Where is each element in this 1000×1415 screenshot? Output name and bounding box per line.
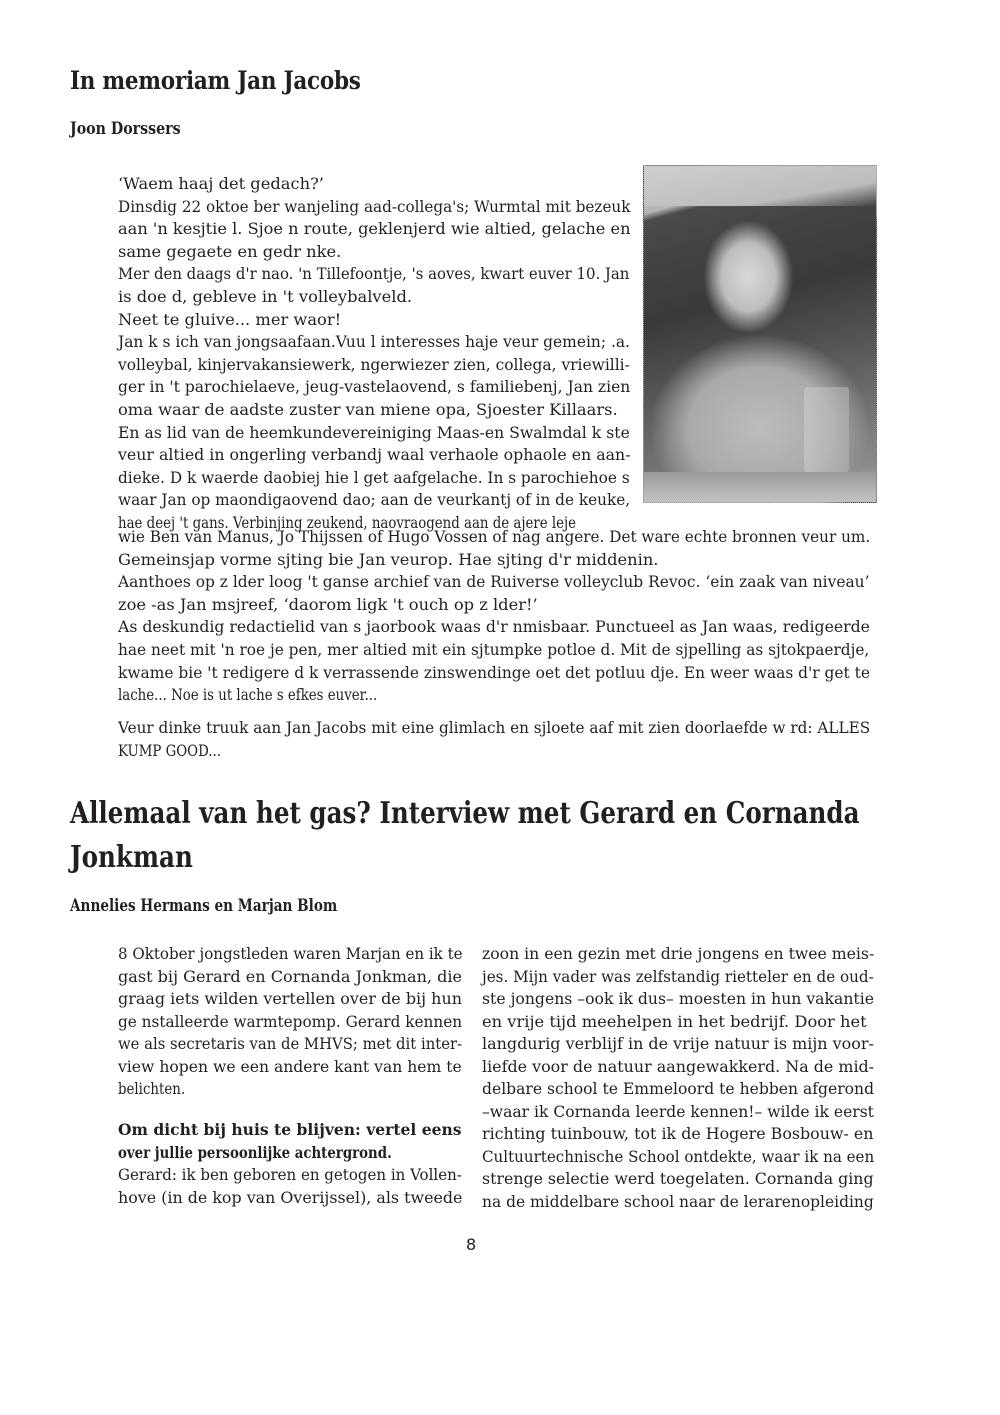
question-line: Om dicht bij huis te blijven: vertel eens bbox=[118, 1120, 462, 1139]
article2-author: Annelies Hermans en Marjan Blom bbox=[70, 896, 338, 916]
body-line: Neet te gluive... mer waor! bbox=[118, 310, 342, 329]
column-line: en vrije tijd meehelpen in het bedrijf. Door het bbox=[482, 1012, 867, 1031]
body-line: volleybal, kinjervakansiewerk, ngerwiezer zien, collega, vriewilli- bbox=[118, 355, 630, 374]
body-line: waar Jan op maondigaovend dao; aan de veurkantj of in de keuke, bbox=[118, 491, 631, 510]
column-line: delbare school te Emmeloord te hebben afgerond bbox=[482, 1080, 875, 1098]
intro-line: ge nstalleerde warmtepomp. Gerard kennen bbox=[118, 1012, 463, 1031]
intro-line: gast bij Gerard en Cornanda Jonkman, die bbox=[118, 967, 463, 986]
body-line: same gegaete en gedr nke. bbox=[118, 242, 342, 261]
body-line: Mer den daags d'r nao. 'n Tillefoontje, 's aoves, kwart euver 10. Jan bbox=[118, 265, 630, 284]
body-line: En as lid van de heemkundevereiniging Maas-en Swalmdal k ste bbox=[118, 423, 630, 442]
body-line: ‘Waem haaj det gedach?’ bbox=[118, 175, 324, 193]
article2-title-line2: Jonkman bbox=[70, 840, 193, 875]
body-line: zoe -as Jan msjreef, ‘daorom ligk 't ouch op z lder!’ bbox=[118, 595, 538, 614]
intro-line: we als secretaris van de MHVS; met dit inter- bbox=[118, 1035, 463, 1053]
intro-line: 8 Oktober jongstleden waren Marjan en ik te bbox=[118, 945, 463, 963]
column-line: –waar ik Cornanda leerde kennen!– wilde ik eerst bbox=[482, 1102, 874, 1121]
body-line: is doe d, gebleve in 't volleybalveld. bbox=[118, 288, 413, 306]
answer-line: hove (in de kop van Overijssel), als tweede bbox=[118, 1188, 463, 1207]
body-line: As deskundig redactielid van s jaorbook waas d'r nmisbaar. Punctueel as Jan waas, redigeerde bbox=[118, 618, 870, 637]
column-line: strenge selectie werd toegelaten. Cornanda ging bbox=[482, 1170, 874, 1188]
body-line: dieke. D k waerde daobiej hie l get aafgelache. In s parochiehoe s bbox=[118, 468, 630, 487]
body-line: ger in 't parochielaeve, jeug-vastelaovend, s familiebenj, Jan zien bbox=[118, 378, 631, 397]
article1-author: Joon Dorssers bbox=[70, 119, 181, 138]
question-line: over jullie persoonlijke achtergrond. bbox=[118, 1142, 392, 1162]
body-line: Dinsdig 22 oktoe ber wanjeling aad-collega's; Wurmtal mit bezeuk bbox=[118, 197, 631, 216]
intro-line: belichten. bbox=[118, 1080, 186, 1098]
column-line: Cultuurtechnische School ontdekte, waar ik na een bbox=[482, 1147, 875, 1166]
portrait-photo bbox=[643, 165, 877, 503]
column-line: ste jongens –ook ik dus– moesten in hun vakantie bbox=[482, 990, 874, 1008]
closing-line: KUMP GOOD... bbox=[118, 741, 222, 760]
closing-line: Veur dinke truuk aan Jan Jacobs mit eine glimlach en sjloete aaf mit zien doorlaefde w rd: ALLES bbox=[118, 719, 871, 737]
body-line: hae deej 't gans. Verbinjing zeukend, naovraogend aan de ajere leje bbox=[118, 514, 577, 532]
body-line: oma waar de aadste zuster van miene opa, Sjoester Killaars. bbox=[118, 401, 618, 419]
photo-tent-canopy bbox=[644, 166, 876, 206]
article2-title-line1: Allemaal van het gas? Interview met Gerard en Cornanda bbox=[70, 796, 860, 831]
article1-title: In memoriam Jan Jacobs bbox=[70, 66, 361, 95]
column-line: zoon in een gezin met drie jongens en twee meis- bbox=[482, 945, 875, 963]
intro-line: view hopen we een andere kant van hem te bbox=[118, 1057, 462, 1076]
body-line: kwame bie 't redigere d k verrassende zinswendinge oet det potluu dje. En weer waas d'r get te bbox=[118, 663, 870, 682]
column-line: na de middelbare school naar de lerarenopleiding bbox=[482, 1192, 874, 1211]
column-line: jes. Mijn vader was zelfstandig rietteler en de oud- bbox=[482, 967, 874, 986]
body-line: veur altied in ongerling verbandj waal verhaole ophaole en aan- bbox=[118, 446, 631, 465]
page-number: 8 bbox=[466, 1235, 477, 1254]
body-line: Jan k s ich van jongsaafaan.Vuu l interesses haje veur gemein; .a. bbox=[118, 333, 630, 352]
body-line: hae neet mit 'n roe je pen, mer altied mit ein sjtumpke potloe d. Mit de sjpelling as sjtokpaerdje, bbox=[118, 641, 870, 659]
column-line: liefde voor de natuur aangewakkerd. Na de mid- bbox=[482, 1057, 875, 1076]
photo-glass bbox=[804, 387, 849, 472]
body-line: wie Ben van Manus, Jo Thijssen of Hugo Vossen of nag angere. Det ware echte bronnen veur um. bbox=[118, 528, 871, 546]
body-line: lache... Noe is ut lache s efkes euver... bbox=[118, 686, 378, 705]
column-line: richting tuinbouw, tot ik de Hogere Bosbouw- en bbox=[482, 1125, 874, 1143]
intro-line: graag iets wilden vertellen over de bij hun bbox=[118, 990, 463, 1008]
body-line: Aanthoes op z lder loog 't ganse archief van de Ruiverse volleyclub Revoc. ‘ein zaak van niveau’ bbox=[118, 573, 870, 592]
body-line: Gemeinsjap vorme sjting bie Jan veurop. Hae sjting d'r middenin. bbox=[118, 550, 659, 569]
photo-table bbox=[644, 472, 876, 502]
body-line: aan 'n kesjtie l. Sjoe n route, geklenjerd wie altied, gelache en bbox=[118, 220, 631, 239]
column-line: langdurig verblijf in de vrije natuur is mijn voor- bbox=[482, 1035, 874, 1053]
answer-line: Gerard: ik ben geboren en getogen in Vollen- bbox=[118, 1166, 462, 1184]
